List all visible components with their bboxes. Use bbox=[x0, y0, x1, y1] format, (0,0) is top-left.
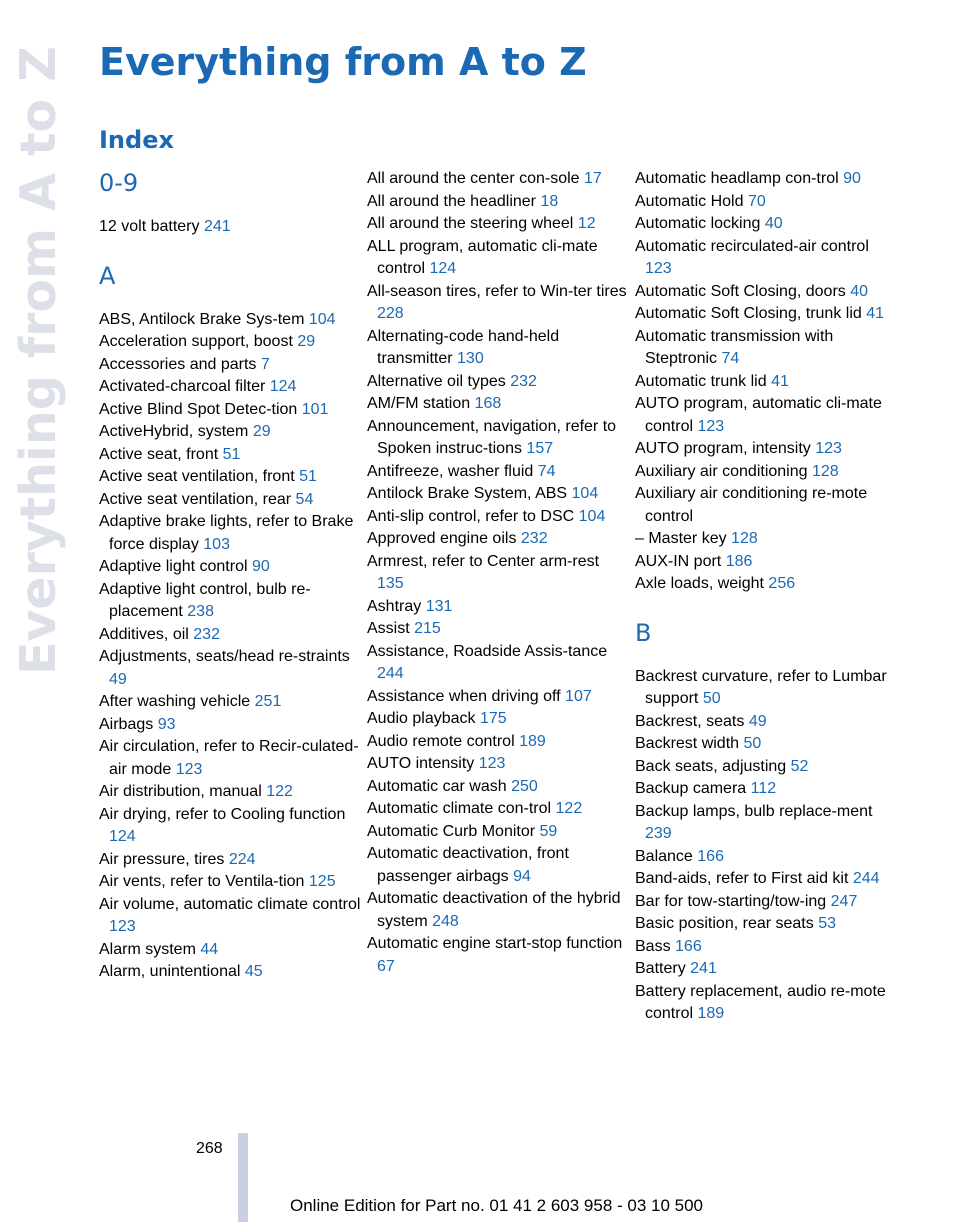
index-entry bbox=[635, 551, 897, 574]
index-entry bbox=[635, 213, 897, 236]
index-entry-text: Antifreeze, washer fluid bbox=[367, 462, 534, 480]
index-entry bbox=[99, 849, 361, 872]
page-reference-link[interactable]: 41 bbox=[771, 372, 789, 390]
index-column-1 bbox=[99, 168, 361, 984]
page-reference-link[interactable]: 52 bbox=[790, 757, 809, 775]
index-entry bbox=[635, 913, 897, 936]
page-reference-link[interactable]: 189 bbox=[697, 1005, 725, 1022]
index-entry bbox=[99, 489, 361, 512]
page-reference-link[interactable]: 256 bbox=[768, 575, 796, 592]
page-reference-link[interactable]: 224 bbox=[228, 850, 256, 868]
index-entry bbox=[99, 961, 361, 984]
index-entry-text: Audio playback bbox=[367, 710, 476, 727]
page-reference-link[interactable]: 166 bbox=[675, 937, 702, 955]
index-entry-text: After washing vehicle bbox=[99, 693, 251, 710]
index-entry-text: Approved engine oils bbox=[367, 530, 517, 547]
page-title: Everything from A to Z bbox=[99, 40, 587, 84]
index-entry-text: Automatic recirculated-air control bbox=[635, 237, 869, 255]
index-entry bbox=[99, 646, 361, 691]
index-entry bbox=[635, 483, 897, 551]
index-entry-text: 12 volt battery bbox=[99, 218, 200, 235]
index-entry-text: Active Blind Spot Detec‐tion bbox=[99, 400, 298, 418]
index-entry bbox=[367, 888, 629, 933]
page-reference-link[interactable]: 93 bbox=[157, 715, 176, 733]
index-entry-text: Assistance, Roadside Assis‐tance bbox=[367, 642, 608, 660]
page-reference-link[interactable]: 74 bbox=[537, 462, 556, 480]
index-entry-text: Active seat ventilation, front bbox=[99, 468, 295, 485]
page-reference-link[interactable]: 18 bbox=[540, 192, 559, 210]
index-entry bbox=[635, 393, 897, 438]
page-reference-link[interactable]: 123 bbox=[478, 755, 506, 772]
page-reference-link[interactable]: 51 bbox=[222, 445, 241, 463]
index-entry bbox=[635, 666, 897, 711]
index-entry-text: Bass bbox=[635, 937, 671, 955]
index-entry-text: ABS, Antilock Brake Sys‐tem bbox=[99, 310, 305, 328]
index-entry bbox=[99, 624, 361, 647]
index-entry bbox=[367, 506, 629, 529]
index-entry bbox=[99, 216, 361, 239]
index-entry-text: Automatic Curb Monitor bbox=[367, 822, 536, 840]
index-entry bbox=[99, 444, 361, 467]
index-entry-text: Air vents, refer to Ventila‐tion bbox=[99, 873, 305, 890]
index-entry-text: Antilock Brake System, ABS bbox=[367, 485, 568, 502]
index-entry-text: Air circulation, refer to Recir‐culated-air mode bbox=[99, 738, 359, 778]
index-entry bbox=[99, 556, 361, 579]
page-reference-link[interactable]: 40 bbox=[764, 215, 783, 232]
index-entry-text: Automatic headlamp con‐trol bbox=[635, 170, 839, 187]
index-entry-text: Battery replacement, audio re‐mote control bbox=[635, 982, 886, 1022]
page-reference-link[interactable]: 248 bbox=[432, 912, 459, 930]
index-entry-text: Adaptive brake lights, refer to Brake force display bbox=[99, 513, 354, 553]
page-reference-link[interactable]: 29 bbox=[252, 423, 271, 440]
index-entry-text: Audio remote control bbox=[367, 732, 515, 750]
index-entry bbox=[367, 686, 629, 709]
page-reference-link[interactable]: 175 bbox=[479, 710, 507, 727]
page-reference-link[interactable]: 124 bbox=[269, 378, 297, 395]
index-entry-text: Automatic Soft Closing, trunk lid bbox=[635, 305, 862, 322]
index-entry-text: AUX-IN port bbox=[635, 552, 722, 570]
page-reference-link[interactable]: 244 bbox=[852, 870, 880, 887]
index-entry-text: All-season tires, refer to Win‐ter tires bbox=[367, 282, 627, 300]
index-entry bbox=[635, 801, 897, 846]
index-entry-text: AUTO intensity bbox=[367, 755, 475, 772]
index-entry bbox=[99, 691, 361, 714]
index-entry-text: ALL program, automatic cli‐mate control bbox=[367, 237, 598, 277]
page-reference-link[interactable]: 50 bbox=[702, 690, 721, 707]
page-reference-link[interactable]: 112 bbox=[750, 780, 777, 797]
index-entry-text: Band-aids, refer to First aid kit bbox=[635, 870, 849, 887]
page-reference-link[interactable]: 50 bbox=[743, 735, 762, 752]
index-entry-text: Automatic engine start-stop function bbox=[367, 935, 623, 952]
index-entry-text: ActiveHybrid, system bbox=[99, 423, 249, 440]
index-entry bbox=[367, 551, 629, 596]
index-entry bbox=[367, 371, 629, 394]
index-entry bbox=[367, 393, 629, 416]
index-letter-heading: 0-9 bbox=[99, 169, 139, 197]
index-entry bbox=[367, 821, 629, 844]
page-reference-link[interactable]: 247 bbox=[830, 892, 858, 910]
index-entry bbox=[367, 168, 629, 191]
page-reference-link[interactable]: 123 bbox=[697, 417, 725, 435]
page-reference-link[interactable]: 244 bbox=[377, 665, 404, 682]
index-entry bbox=[99, 399, 361, 422]
index-entry-text: Air distribution, manual bbox=[99, 783, 262, 800]
index-entry bbox=[367, 798, 629, 821]
page-reference-link[interactable]: 104 bbox=[308, 310, 336, 328]
index-entry-text: Air drying, refer to Cooling function bbox=[99, 805, 346, 823]
index-entry-text: Armrest, refer to Center arm‐rest bbox=[367, 552, 600, 570]
index-entry bbox=[367, 326, 629, 371]
edition-text: Online Edition for Part no. 01 41 2 603 958 - 03 10 500 bbox=[290, 1196, 704, 1215]
page-reference-link[interactable]: 29 bbox=[297, 333, 316, 350]
index-entry bbox=[635, 891, 897, 914]
page-reference-link[interactable]: 101 bbox=[301, 400, 329, 418]
page-reference-link[interactable]: 124 bbox=[109, 828, 136, 845]
index-entry-text: Axle loads, weight bbox=[635, 575, 764, 592]
index-entry-text: Alternating-code hand-held transmitter bbox=[367, 327, 560, 367]
index-entry bbox=[99, 354, 361, 377]
index-entry-text: Air volume, automatic climate control bbox=[99, 895, 361, 913]
index-entry bbox=[635, 168, 897, 191]
page-reference-link[interactable]: 74 bbox=[721, 350, 740, 367]
index-entry bbox=[99, 894, 361, 939]
index-entry-text: Airbags bbox=[99, 715, 154, 733]
index-entry-text: Alarm, unintentional bbox=[99, 963, 241, 980]
index-column-2 bbox=[367, 168, 629, 978]
index-entry-text: Automatic transmission with Steptronic bbox=[635, 327, 834, 367]
page-reference-link[interactable]: 238 bbox=[187, 603, 214, 620]
page-reference-link[interactable]: 128 bbox=[731, 530, 758, 547]
index-entry-text: Adaptive light control, bulb re‐placement bbox=[99, 580, 311, 620]
index-entry-text: Automatic trunk lid bbox=[635, 372, 767, 390]
index-entry-text: Assist bbox=[367, 620, 410, 637]
index-entry bbox=[635, 371, 897, 394]
index-entry-text: Backrest, seats bbox=[635, 712, 745, 730]
page-reference-link[interactable]: 122 bbox=[555, 800, 583, 817]
page-reference-link[interactable]: 131 bbox=[425, 597, 453, 615]
index-entry bbox=[367, 213, 629, 236]
index-entry-text: Balance bbox=[635, 847, 693, 865]
index-letter-heading: B bbox=[635, 618, 652, 647]
index-column-3 bbox=[635, 168, 897, 1026]
index-entry-text: Alternative oil types bbox=[367, 372, 506, 390]
index-entry bbox=[367, 776, 629, 799]
page-reference-link[interactable]: 166 bbox=[697, 847, 724, 865]
index-entry-text: Automatic Hold bbox=[635, 192, 744, 210]
page-reference-link[interactable]: 103 bbox=[203, 535, 230, 553]
index-entry bbox=[367, 708, 629, 731]
index-entry bbox=[635, 281, 897, 304]
index-entry bbox=[635, 846, 897, 869]
index-entry-text: Back seats, adjusting bbox=[635, 757, 787, 775]
index-entry-text: AUTO program, automatic cli‐mate control bbox=[635, 395, 882, 435]
index-entry-text: Backup camera bbox=[635, 780, 747, 797]
page-reference-link[interactable]: 215 bbox=[414, 620, 441, 637]
page-reference-link[interactable]: 123 bbox=[175, 760, 203, 778]
page-reference-link[interactable]: 104 bbox=[571, 485, 599, 502]
index-entry-text: Active seat ventilation, rear bbox=[99, 490, 292, 508]
page-reference-link[interactable]: 135 bbox=[377, 575, 404, 592]
page-reference-link[interactable]: 124 bbox=[429, 260, 457, 277]
page-reference-link[interactable]: 168 bbox=[474, 395, 502, 412]
sidebar-title: Everything from A to Z bbox=[10, 46, 67, 675]
index-entry-text: Automatic deactivation of the hybrid system bbox=[367, 890, 621, 930]
page-reference-link[interactable]: 45 bbox=[244, 963, 263, 980]
page-reference-link[interactable]: 53 bbox=[818, 915, 836, 932]
index-entry bbox=[635, 303, 897, 326]
index-entry-text: Automatic car wash bbox=[367, 777, 507, 795]
index-entry bbox=[99, 421, 361, 444]
page-reference-link[interactable]: 239 bbox=[645, 825, 672, 842]
page-reference-link[interactable]: 241 bbox=[690, 960, 717, 977]
page-reference-link[interactable]: 130 bbox=[457, 350, 484, 367]
index-entry bbox=[367, 416, 629, 461]
index-entry bbox=[99, 511, 361, 556]
page-reference-link[interactable]: 70 bbox=[747, 192, 766, 210]
index-entry bbox=[367, 731, 629, 754]
index-entry bbox=[99, 331, 361, 354]
index-entry bbox=[367, 843, 629, 888]
index-entry bbox=[367, 596, 629, 619]
page-reference-link[interactable]: 90 bbox=[251, 558, 270, 575]
index-entry-text: Automatic climate con‐trol bbox=[367, 800, 552, 817]
index-entry bbox=[99, 376, 361, 399]
index-entry bbox=[635, 438, 897, 461]
page-reference-link[interactable]: 123 bbox=[645, 260, 672, 277]
index-entry-text: Accessories and parts bbox=[99, 355, 257, 373]
page-reference-link[interactable]: 157 bbox=[526, 440, 554, 457]
page-reference-link[interactable]: 107 bbox=[565, 687, 592, 705]
index-entry-text: Anti-slip control, refer to DSC bbox=[367, 507, 575, 525]
page-reference-link[interactable]: 189 bbox=[519, 732, 546, 750]
index-entry-text: Backrest width bbox=[635, 735, 740, 752]
index-entry-text: Alarm system bbox=[99, 940, 196, 958]
index-entry bbox=[635, 868, 897, 891]
index-entry-text: Backup lamps, bulb replace‐ment bbox=[635, 802, 873, 820]
page-reference-link[interactable]: 67 bbox=[377, 957, 395, 975]
index-entry-text: Ashtray bbox=[367, 597, 422, 615]
page-reference-link[interactable]: 49 bbox=[748, 712, 767, 730]
index-entry-text: All around the center con‐sole bbox=[367, 170, 580, 187]
page-reference-link[interactable]: 125 bbox=[308, 873, 336, 890]
index-entry bbox=[367, 641, 629, 686]
index-entry-text: Air pressure, tires bbox=[99, 850, 225, 868]
index-entry-text: Bar for tow-starting/tow‐ing bbox=[635, 892, 827, 910]
index-entry-text: All around the headliner bbox=[367, 192, 537, 210]
page-reference-link[interactable]: 122 bbox=[266, 783, 293, 800]
index-entry bbox=[367, 191, 629, 214]
page-reference-link[interactable]: 232 bbox=[520, 530, 548, 547]
index-entry bbox=[367, 618, 629, 641]
index-subentry bbox=[635, 528, 897, 551]
index-entry bbox=[635, 981, 897, 1026]
page-reference-link[interactable]: 94 bbox=[513, 867, 531, 885]
index-entry-text: Activated-charcoal filter bbox=[99, 378, 266, 395]
index-entry bbox=[367, 461, 629, 484]
page-reference-link[interactable]: 59 bbox=[539, 822, 558, 840]
index-entry bbox=[635, 756, 897, 779]
page-reference-link[interactable]: 90 bbox=[843, 170, 861, 187]
page-reference-link[interactable]: 49 bbox=[109, 670, 127, 688]
index-entry bbox=[99, 579, 361, 624]
index-entry-text: Assistance when driving off bbox=[367, 687, 561, 705]
index-entry bbox=[635, 191, 897, 214]
page-reference-link[interactable]: 241 bbox=[203, 218, 231, 235]
index-entry-text: Announcement, navigation, refer to Spoken instruc‐tions bbox=[367, 417, 617, 457]
index-entry bbox=[367, 236, 629, 281]
index-entry-text: Adaptive light control bbox=[99, 558, 248, 575]
page-reference-link[interactable]: 7 bbox=[260, 355, 270, 373]
index-entry bbox=[367, 753, 629, 776]
index-entry bbox=[367, 483, 629, 506]
index-entry bbox=[635, 236, 897, 281]
footer-divider bbox=[238, 1133, 248, 1222]
index-entry bbox=[99, 466, 361, 489]
index-entry bbox=[99, 804, 361, 849]
page-reference-link[interactable]: 40 bbox=[850, 282, 869, 300]
index-entry bbox=[367, 528, 629, 551]
index-entry-text: Adjustments, seats/head re‐straints bbox=[99, 648, 350, 665]
index-entry-text: Automatic deactivation, front passenger airbags bbox=[367, 845, 569, 885]
index-entry-text: Automatic locking bbox=[635, 215, 761, 232]
index-entry bbox=[635, 326, 897, 371]
section-title: Index bbox=[99, 126, 174, 154]
index-entry-text: Auxiliary air conditioning bbox=[635, 462, 808, 480]
index-entry-text: Battery bbox=[635, 960, 686, 977]
index-subentry-text: – Master key bbox=[635, 530, 727, 547]
page-reference-link[interactable]: 123 bbox=[109, 918, 136, 935]
index-entry bbox=[99, 939, 361, 962]
page-reference-link[interactable]: 44 bbox=[200, 940, 219, 958]
index-entry bbox=[635, 573, 897, 596]
index-entry-text: All around the steering wheel bbox=[367, 215, 574, 232]
index-entry-text: Active seat, front bbox=[99, 445, 219, 463]
index-entry bbox=[635, 711, 897, 734]
page-number: 268 bbox=[196, 1140, 223, 1157]
index-entry bbox=[99, 781, 361, 804]
page-reference-link[interactable]: 186 bbox=[725, 552, 753, 570]
index-entry-text: Auxiliary air conditioning re‐mote control bbox=[635, 485, 868, 525]
index-entry bbox=[99, 309, 361, 332]
page-reference-link[interactable]: 250 bbox=[511, 777, 538, 795]
page-reference-link[interactable]: 232 bbox=[510, 372, 537, 390]
page-reference-link[interactable]: 104 bbox=[578, 507, 606, 525]
page-reference-link[interactable]: 232 bbox=[193, 625, 220, 643]
page-reference-link[interactable]: 228 bbox=[377, 305, 404, 322]
page-reference-link[interactable]: 12 bbox=[577, 215, 596, 232]
index-entry bbox=[635, 733, 897, 756]
page-reference-link[interactable]: 51 bbox=[299, 468, 317, 485]
index-entry-text: Additives, oil bbox=[99, 625, 189, 643]
index-entry bbox=[635, 958, 897, 981]
index-entry bbox=[635, 936, 897, 959]
page-reference-link[interactable]: 123 bbox=[815, 440, 842, 457]
page-reference-link[interactable]: 251 bbox=[254, 693, 282, 710]
index-entry-text: Automatic Soft Closing, doors bbox=[635, 282, 846, 300]
page-reference-link[interactable]: 54 bbox=[295, 490, 314, 508]
index-entry-text: Basic position, rear seats bbox=[635, 915, 814, 932]
index-letter-heading: A bbox=[99, 261, 116, 290]
page-reference-link[interactable]: 128 bbox=[811, 462, 839, 480]
index-entry bbox=[367, 281, 629, 326]
index-entry bbox=[367, 933, 629, 978]
index-entry bbox=[99, 714, 361, 737]
page-reference-link[interactable]: 17 bbox=[584, 170, 602, 187]
index-entry-text: AUTO program, intensity bbox=[635, 440, 811, 457]
index-entry-text: Backrest curvature, refer to Lumbar support bbox=[635, 667, 887, 707]
index-entry-text: AM/FM station bbox=[367, 395, 471, 412]
index-entry bbox=[99, 871, 361, 894]
index-entry bbox=[99, 736, 361, 781]
index-entry bbox=[635, 461, 897, 484]
index-entry-text: Acceleration support, boost bbox=[99, 333, 293, 350]
page-reference-link[interactable]: 41 bbox=[866, 305, 885, 322]
index-entry bbox=[635, 778, 897, 801]
